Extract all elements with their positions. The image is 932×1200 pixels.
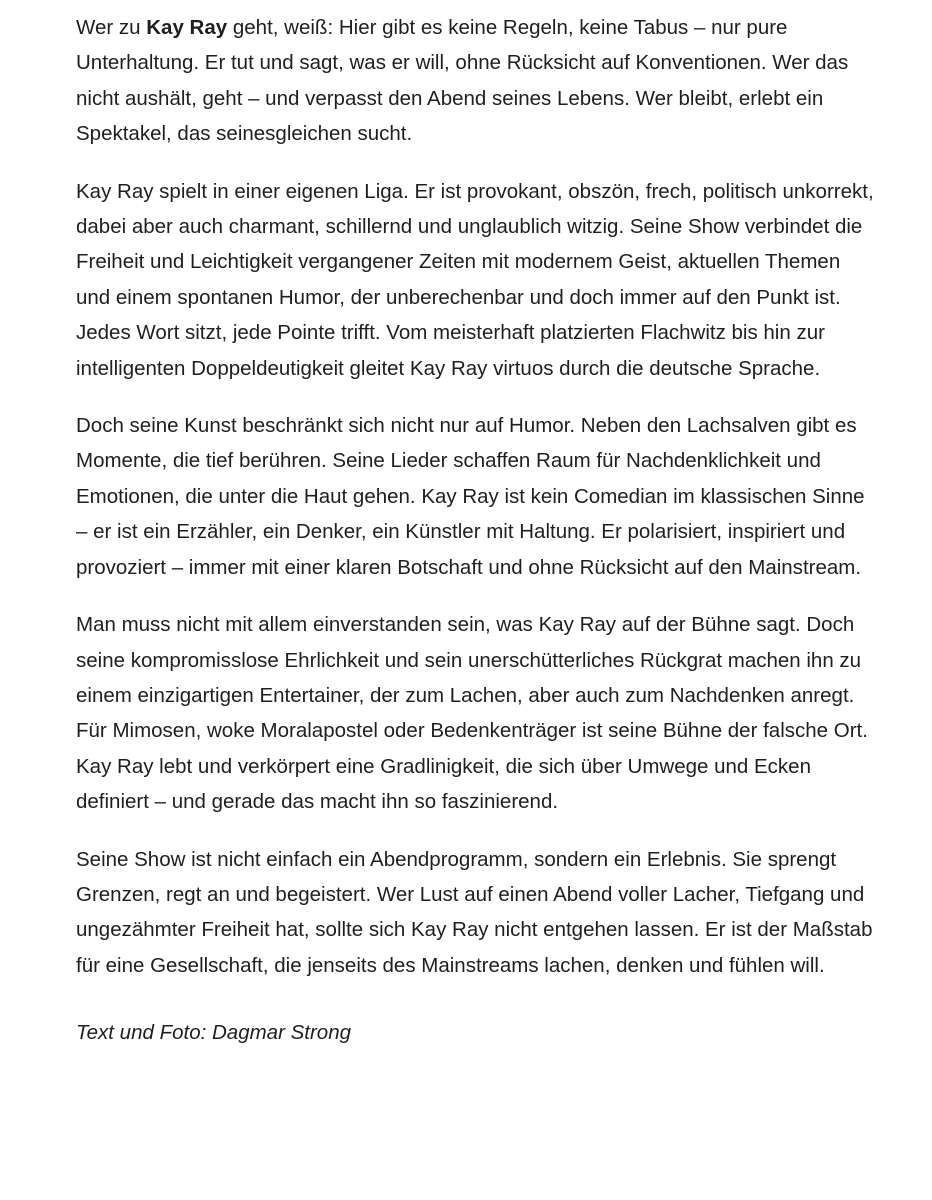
paragraph-art: Doch seine Kunst beschränkt sich nicht nur auf Humor. Neben den Lachsalven gibt es Momente, die tief berühren. Seine Lieder schaffen Raum für Nachdenklichkeit und Emotionen, die unter die Haut gehen. Kay Ray ist kein Comedian im klassischen Sinne – er ist ein Erzähler, ein Denker, ein Künstler mit Haltung. Er polarisiert, inspiriert und provoziert – immer mit einer klaren Botschaft und ohne Rücksicht auf den Mainstream.: [76, 414, 865, 579]
author-credit: Text und Foto: Dagmar Strong: [76, 1021, 351, 1045]
paragraph-league: Kay Ray spielt in einer eigenen Liga. Er ist provokant, obszön, frech, politisch unkorrekt, dabei aber auch charmant, schillernd und unglaublich witzig. Seine Show verbindet die Freiheit und Leichtigkeit vergangener Zeiten mit modernem Geist, aktuellen Themen und einem spontanen Humor, der unberechenbar und doch immer auf den Punkt ist. Jedes Wort sitzt, jede Pointe trifft. Vom meisterhaft platzierten Flachwitz bis hin zur intelligenten Doppeldeutigkeit gleitet Kay Ray virtuos durch die deutsche Sprache.: [76, 179, 874, 380]
intro-lead-text: Wer zu: [76, 16, 147, 39]
artist-name-bold: Kay Ray: [146, 16, 228, 39]
paragraph-honesty: Man muss nicht mit allem einverstanden sein, was Kay Ray auf der Bühne sagt. Doch seine kompromisslose Ehrlichkeit und sein unerschütterliches Rückgrat machen ihn zu einem einzigartigen Entertainer, der zum Lachen, aber auch zum Nachdenken anregt. Für Mimosen, woke Moralapostel oder Bedenkenträger ist seine Bühne der falsche Ort. Kay Ray lebt und verkörpert eine Gradlinigkeit, die sich über Umwege und Ecken definiert – und gerade das macht ihn so faszinierend.: [76, 613, 868, 814]
paragraph-intro: [76, 10, 876, 152]
intro-body-text: geht, weiß: Hier gibt es keine Regeln, keine Tabus – nur pure Unterhaltung. Er tut und sagt, was er will, ohne Rücksicht auf Konventionen. Wer das nicht aushält, geht – und verpasst den Abend seines Lebens. Wer bleibt, erlebt ein Spektakel, das seinesgleichen sucht.: [76, 16, 849, 146]
paragraph-show: Seine Show ist nicht einfach ein Abendprogramm, sondern ein Erlebnis. Sie sprengt Grenzen, regt an und begeistert. Wer Lust auf einen Abend voller Lacher, Tiefgang und ungezähmter Freiheit hat, sollte sich Kay Ray nicht entgehen lassen. Er ist der Maßstab für eine Gesellschaft, die jenseits des Mainstreams lachen, denken und fühlen will.: [76, 847, 873, 977]
article-body: [76, 10, 876, 1051]
